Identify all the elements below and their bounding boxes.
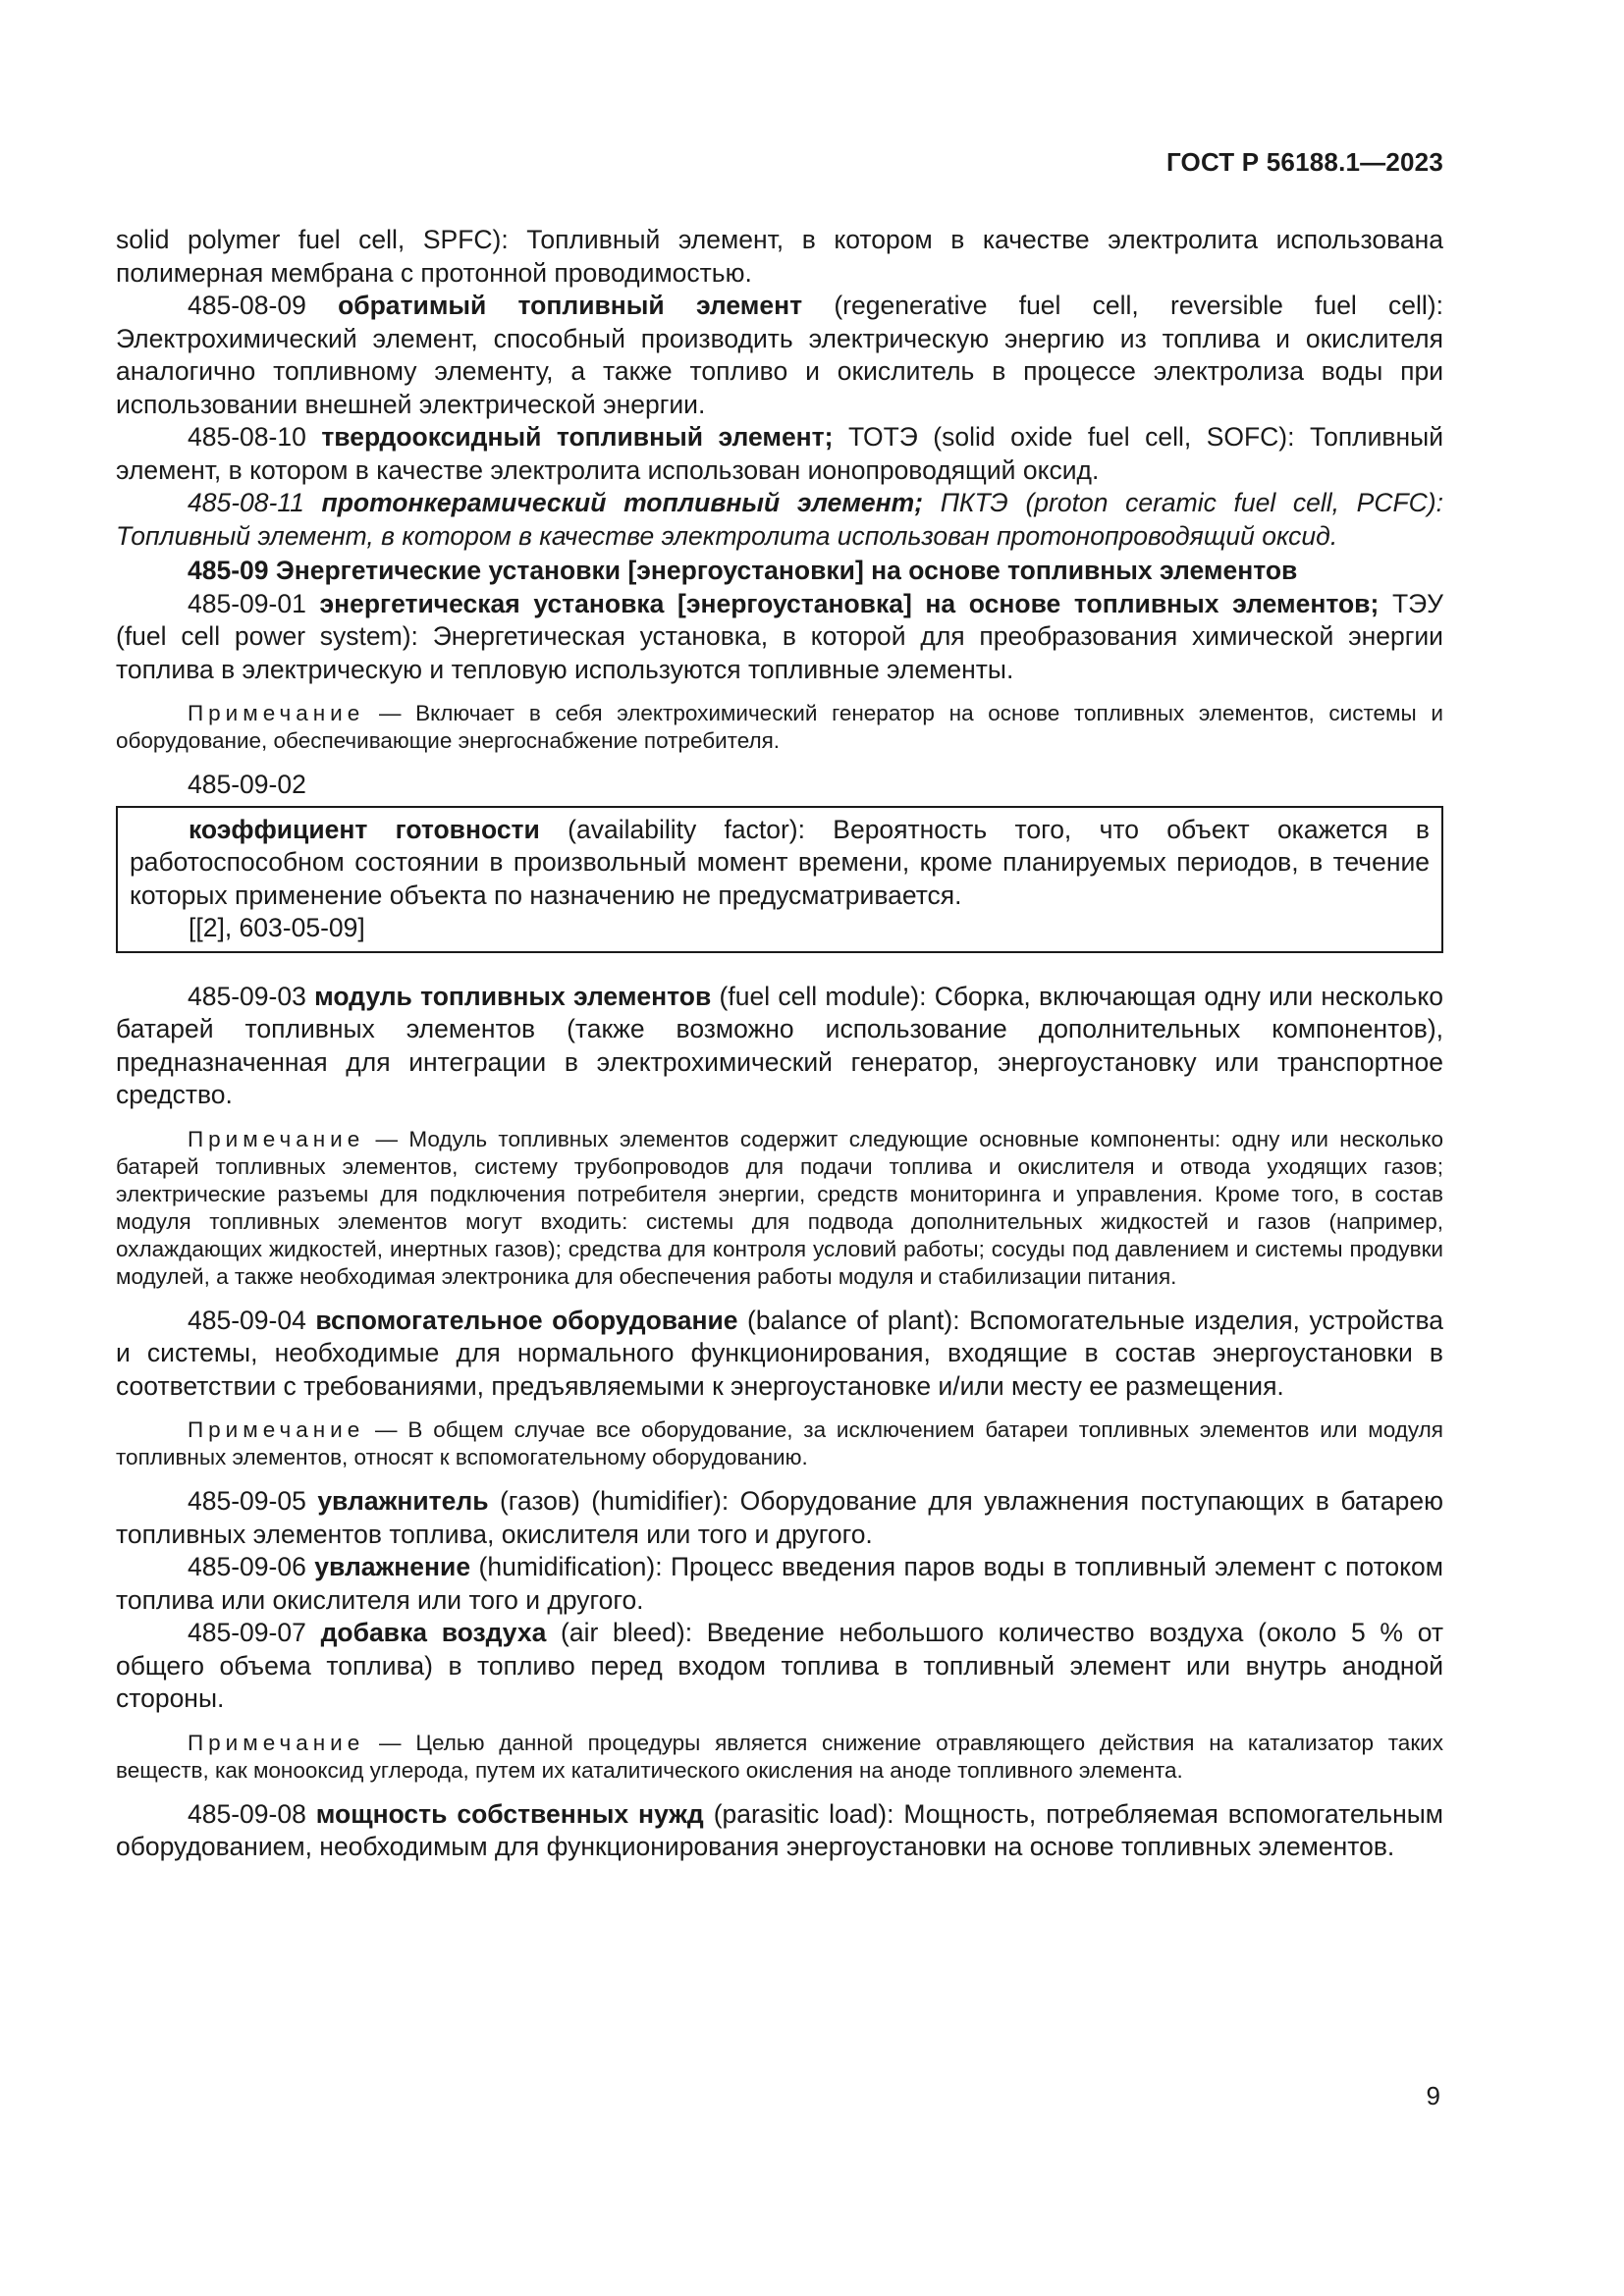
note-label: Примечание <box>188 701 365 725</box>
term-definition: (air bleed): Введение небольшого количество воздуха (около 5 % от общего объема топлива) в топливо перед входом топлива в топливный элемент или внутрь анодной стороны. <box>116 1618 1443 1713</box>
page-number: 9 <box>1426 2081 1440 2110</box>
term-definition: ПКТЭ (proton ceramic fuel cell, PCFC): Топливный элемент, в котором в качестве электролита использован протонопроводящий оксид. <box>116 488 1443 551</box>
term-name: протонкерамический топливный элемент; <box>321 488 924 517</box>
term-code: 485-08-10 <box>188 422 306 452</box>
term-code: 485-09-01 <box>188 588 306 618</box>
term-name: обратимый топливный элемент <box>338 291 803 320</box>
term-code: 485-08-09 <box>188 291 306 320</box>
note-text: — В общем случае все оборудование, за исключением батареи топливных элементов или модуля топливных элементов, относят к вспомогательному оборудованию. <box>116 1417 1443 1469</box>
term-code: 485-09-06 <box>188 1552 306 1581</box>
term-entry-485-08-11 <box>116 487 1443 553</box>
term-definition: (regenerative fuel cell, reversible fuel cell): Электрохимический элемент, способный производить электрическую энергию из топлива и окислителя аналогично топливному элементу, а также топливо и окислитель в процессе электролиза воды при использовании внешней электрической энергии. <box>116 291 1443 419</box>
term-code: 485-08-11 <box>188 488 304 517</box>
note-label: Примечание <box>188 1126 365 1151</box>
term-code-485-09-02: 485-09-02 <box>188 770 306 799</box>
term-definition: ТОТЭ (solid oxide fuel cell, SOFC): Топливный элемент, в котором в качестве электролита использован ионопроводящий оксид. <box>116 422 1443 485</box>
term-code: 485-09-08 <box>188 1798 306 1829</box>
term-name: увлажнитель <box>317 1486 489 1516</box>
paragraph-continued: solid polymer fuel cell, SPFC): Топливный элемент, в котором в качестве электролита использована полимерная мембрана с протонной проводимостью. <box>116 225 1443 288</box>
term-name: мощность собственных нужд <box>315 1798 704 1829</box>
term-entry-485-09-01 <box>116 588 1443 687</box>
term-entry-485-09-07 <box>116 1617 1443 1716</box>
term-definition: ТЭУ (fuel cell power system): Энергетическая установка, в которой для преобразования химической энергии топлива в электрическую и тепловую используются топливные элементы. <box>116 588 1444 684</box>
note-485-09-03 <box>116 1126 1443 1291</box>
term-code: 485-09-03 <box>188 981 306 1011</box>
note-label: Примечание <box>188 1730 365 1755</box>
term-code: 485-09-07 <box>188 1618 306 1647</box>
section-heading-485-09: 485-09 Энергетические установки [энергоустановки] на основе топливных элементов <box>188 556 1298 585</box>
term-code: 485-09-04 <box>188 1305 306 1335</box>
term-definition: (availability factor): Вероятность того, что объект окажется в работоспособном состоянии в произвольный момент времени, кроме планируемых периодов, в течение которых применение объекта по назначению не предусматривается. <box>130 814 1430 910</box>
term-entry-485-09-08 <box>116 1798 1443 1864</box>
term-entry-485-09-06 <box>116 1551 1443 1617</box>
term-definition: (газов) (humidifier): Оборудование для увлажнения поступающих в батарею топливных элементов топлива, окислителя или того и другого. <box>116 1486 1443 1549</box>
document-standard-header: ГОСТ Р 56188.1—2023 <box>1165 147 1443 177</box>
boxed-term-entry <box>130 814 1430 913</box>
term-name: энергетическая установка [энергоустановка] на основе топливных элементов; <box>319 588 1380 618</box>
note-485-09-07 <box>116 1730 1443 1785</box>
term-code: 485-09-05 <box>188 1486 306 1516</box>
term-name: увлажнение <box>314 1552 471 1581</box>
term-name: добавка воздуха <box>320 1618 547 1647</box>
term-name: коэффициент готовности <box>189 814 540 844</box>
boxed-reference: [[2], 603-05-09] <box>189 913 365 942</box>
term-entry-485-09-04 <box>116 1305 1443 1404</box>
term-definition: (humidification): Процесс введения паров воды в топливный элемент с потоком топлива или окислителя или того и другого. <box>116 1552 1443 1615</box>
note-485-09-04 <box>116 1416 1443 1471</box>
boxed-definition <box>116 806 1443 953</box>
note-text: — Включает в себя электрохимический генератор на основе топливных элементов, системы и оборудование, обеспечивающие энергоснабжение потребителя. <box>116 701 1443 753</box>
term-entry-485-08-09 <box>116 290 1443 421</box>
term-entry-485-08-10 <box>116 421 1443 487</box>
term-name: твердооксидный топливный элемент; <box>321 422 834 452</box>
term-definition: (fuel cell module): Сборка, включающая одну или несколько батарей топливных элементов (также возможно использование дополнительных компонентов), предназначенная для интеграции в электрохимический генератор, энергоустановку или транспортное средство. <box>116 981 1443 1109</box>
note-text: — Целью данной процедуры является снижение отравляющего действия на катализатор таких веществ, как монооксид углерода, путем их каталитического окисления на аноде топливного элемента. <box>116 1730 1443 1783</box>
term-definition: (balance of plant): Вспомогательные изделия, устройства и системы, необходимые для нормального функционирования, входящие в состав энергоустановки в соответствии с требованиями, предъявляемыми к энергоустановке и/или месту ее размещения. <box>116 1305 1443 1401</box>
term-entry-485-09-03 <box>116 981 1443 1112</box>
term-name: модуль топливных элементов <box>314 981 712 1011</box>
term-entry-485-09-05 <box>116 1485 1443 1551</box>
note-text: — Модуль топливных элементов содержит следующие основные компоненты: одну или несколько батарей топливных элементов, систему трубопроводов для подачи топлива и окислителя и отвода уходящих газов; электрические разъемы для подключения потребителя энергии, средств мониторинга и управления. Кроме того, в состав модуля топливных элементов могут входить: системы для подвода дополнительных жидкостей и газов (например, охлаждающих жидкостей, инертных газов); средства для контроля условий работы; сосуды под давлением и системы продувки модулей, а также необходимая электроника для обеспечения работы модуля и стабилизации питания. <box>116 1126 1443 1289</box>
page-content <box>116 224 1443 1864</box>
note-485-09-01 <box>116 700 1443 755</box>
note-label: Примечание <box>188 1417 365 1442</box>
term-definition: (parasitic load): Мощность, потребляемая вспомогательным оборудованием, необходимым для функционирования энергоустановки на основе топливных элементов. <box>116 1798 1443 1861</box>
term-name: вспомогательное оборудование <box>315 1305 738 1335</box>
